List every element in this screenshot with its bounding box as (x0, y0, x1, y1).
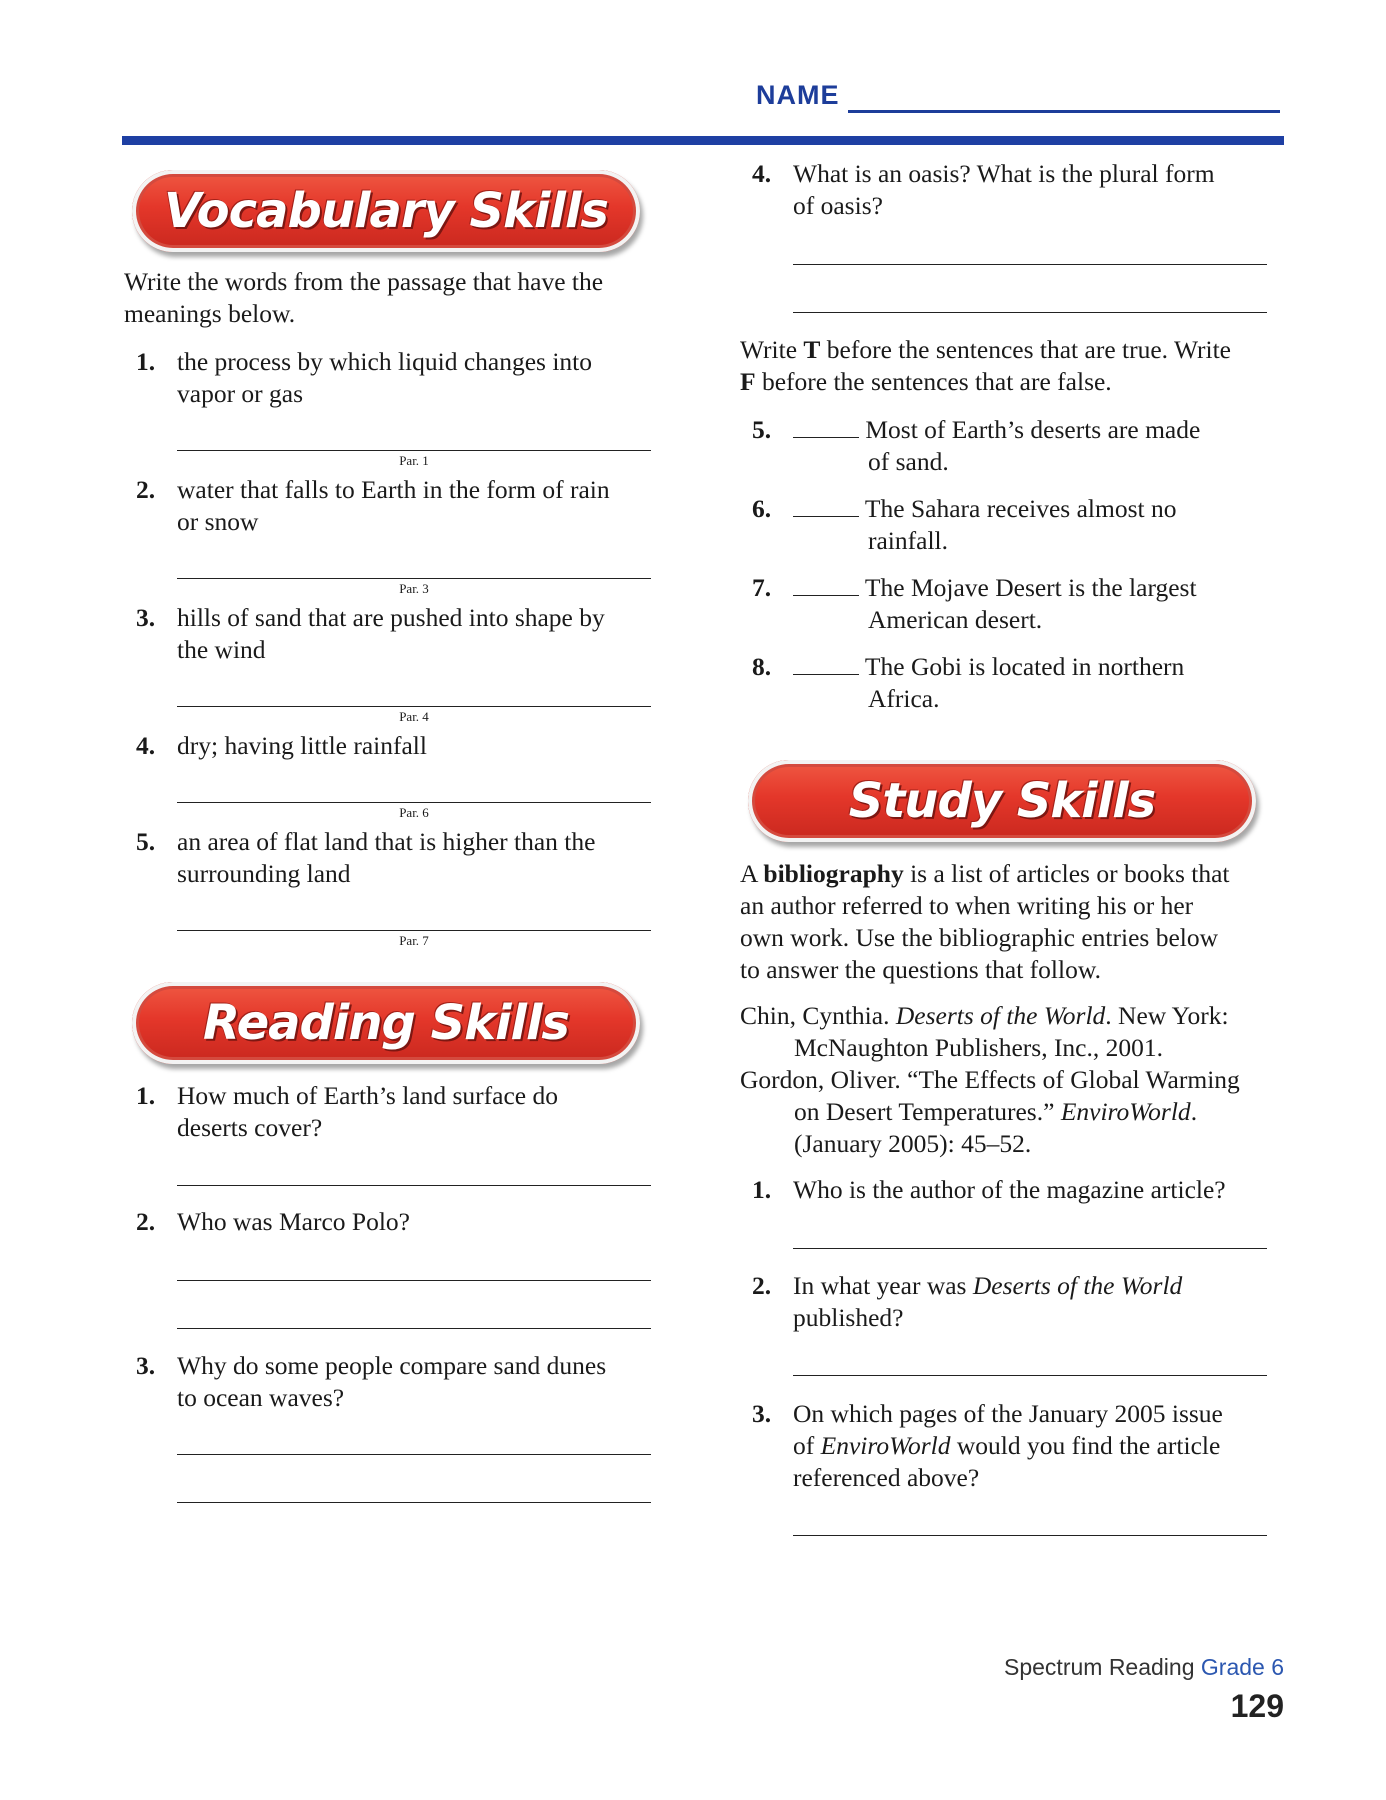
answer-line[interactable] (793, 264, 1267, 265)
vocab-item-text: water that falls to Earth in the form of rain (177, 475, 610, 504)
tf-blank[interactable] (793, 415, 859, 438)
reading-item-text: How much of Earth’s land surface do (177, 1081, 558, 1110)
tf-item-number: 6. (752, 494, 772, 523)
tf-item-number: 5. (752, 415, 772, 444)
name-line[interactable] (848, 110, 1280, 113)
answer-line[interactable] (177, 802, 651, 803)
answer-line[interactable] (793, 1248, 1267, 1249)
vocabulary-skills-title: Vocabulary Skills (164, 183, 608, 239)
paragraph-reference: Par. 6 (399, 805, 429, 820)
vocab-item-text: surrounding land (177, 859, 351, 888)
reading-skills-title: Reading Skills (203, 995, 569, 1051)
tf-item-text: rainfall. (868, 526, 948, 555)
study-item-number: 1. (752, 1175, 772, 1204)
study-item-text: of EnviroWorld would you find the article (793, 1431, 1221, 1460)
page-number: 129 (1230, 1688, 1284, 1724)
reading-item-text: deserts cover? (177, 1113, 323, 1142)
vocab-item-number: 1. (136, 347, 156, 376)
true-false-instructions: Write T before the sentences that are true. Write F before the sentences that are false. (740, 335, 1231, 396)
footer-grade: Grade 6 (1200, 1654, 1284, 1680)
study-item-text: published? (793, 1303, 904, 1332)
answer-line[interactable] (177, 1185, 651, 1186)
vocab-item-number: 3. (136, 603, 156, 632)
reading-item-text: Who was Marco Polo? (177, 1207, 410, 1236)
study-item-number: 2. (752, 1271, 772, 1300)
answer-line[interactable] (177, 1280, 651, 1281)
vocab-item-text: vapor or gas (177, 379, 304, 408)
reading-item-number: 3. (136, 1351, 156, 1380)
tf-item: The Mojave Desert is the largest (793, 572, 1197, 604)
tf-item: Most of Earth’s deserts are made (793, 414, 1200, 446)
study-skills-title: Study Skills (848, 773, 1156, 829)
tf-blank[interactable] (793, 652, 859, 675)
reading-item-number: 1. (136, 1081, 156, 1110)
reading-item-text: Why do some people compare sand dunes (177, 1351, 607, 1380)
answer-line[interactable] (177, 578, 651, 579)
study-item-text: referenced above? (793, 1463, 980, 1492)
study-item-text: Who is the author of the magazine article? (793, 1175, 1226, 1204)
tf-item: The Sahara receives almost no (793, 493, 1176, 525)
vocabulary-skills-banner (132, 170, 640, 252)
reading-skills-banner (132, 982, 640, 1064)
answer-line[interactable] (177, 930, 651, 931)
reading-item-text: of oasis? (793, 191, 883, 220)
vocab-item-text: dry; having little rainfall (177, 731, 427, 760)
vocab-item-number: 5. (136, 827, 156, 856)
bibliography-entry: Chin, Cynthia. Deserts of the World. New York: McNaughton Publishers, Inc., 2001. (740, 1001, 1229, 1062)
name-label: NAME (756, 80, 840, 110)
paragraph-reference: Par. 3 (399, 581, 429, 596)
study-skills-banner (748, 760, 1256, 842)
reading-item-text: What is an oasis? What is the plural form (793, 159, 1215, 188)
footer-series: Spectrum Reading Grade 6 (1004, 1654, 1284, 1680)
study-intro: A bibliography is a list of articles or books that an author referred to when writing his or her own work. Use the bibliographic entries below to answer the questions that follow. (740, 859, 1230, 984)
study-item-number: 3. (752, 1399, 772, 1428)
vocab-item-text: or snow (177, 507, 259, 536)
tf-item-text: Africa. (868, 684, 940, 713)
vocab-item-text: hills of sand that are pushed into shape by (177, 603, 605, 632)
reading-item-number: 4. (752, 159, 772, 188)
answer-line[interactable] (177, 706, 651, 707)
reading-item-text: to ocean waves? (177, 1383, 345, 1412)
tf-item-number: 7. (752, 573, 772, 602)
answer-line[interactable] (177, 1454, 651, 1455)
tf-blank[interactable] (793, 494, 859, 517)
study-item-text: On which pages of the January 2005 issue (793, 1399, 1223, 1428)
vocab-item-number: 4. (136, 731, 156, 760)
tf-item-text: American desert. (868, 605, 1043, 634)
vocab-item-text: an area of flat land that is higher than the (177, 827, 596, 856)
answer-line[interactable] (177, 1328, 651, 1329)
vocab-item-text: the wind (177, 635, 266, 664)
answer-line[interactable] (793, 1535, 1267, 1536)
vocabulary-instructions: Write the words from the passage that have the meanings below. (124, 267, 604, 328)
tf-item: The Gobi is located in northern (793, 651, 1184, 683)
tf-item-number: 8. (752, 652, 772, 681)
paragraph-reference: Par. 7 (399, 933, 429, 948)
answer-line[interactable] (793, 312, 1267, 313)
vocab-item-number: 2. (136, 475, 156, 504)
answer-line[interactable] (177, 450, 651, 451)
paragraph-reference: Par. 4 (399, 709, 429, 724)
vocab-item-text: the process by which liquid changes into (177, 347, 592, 376)
tf-item-text: of sand. (868, 447, 949, 476)
header-rule (122, 136, 1284, 145)
bibliography-entry: Gordon, Oliver. “The Effects of Global Warming on Desert Temperatures.” EnviroWorld. (January 2005): 45–52. (740, 1065, 1240, 1158)
study-item-text: In what year was Deserts of the World (793, 1271, 1183, 1300)
tf-blank[interactable] (793, 573, 859, 596)
answer-line[interactable] (177, 1502, 651, 1503)
answer-line[interactable] (793, 1375, 1267, 1376)
reading-item-number: 2. (136, 1207, 156, 1236)
paragraph-reference: Par. 1 (399, 453, 429, 468)
